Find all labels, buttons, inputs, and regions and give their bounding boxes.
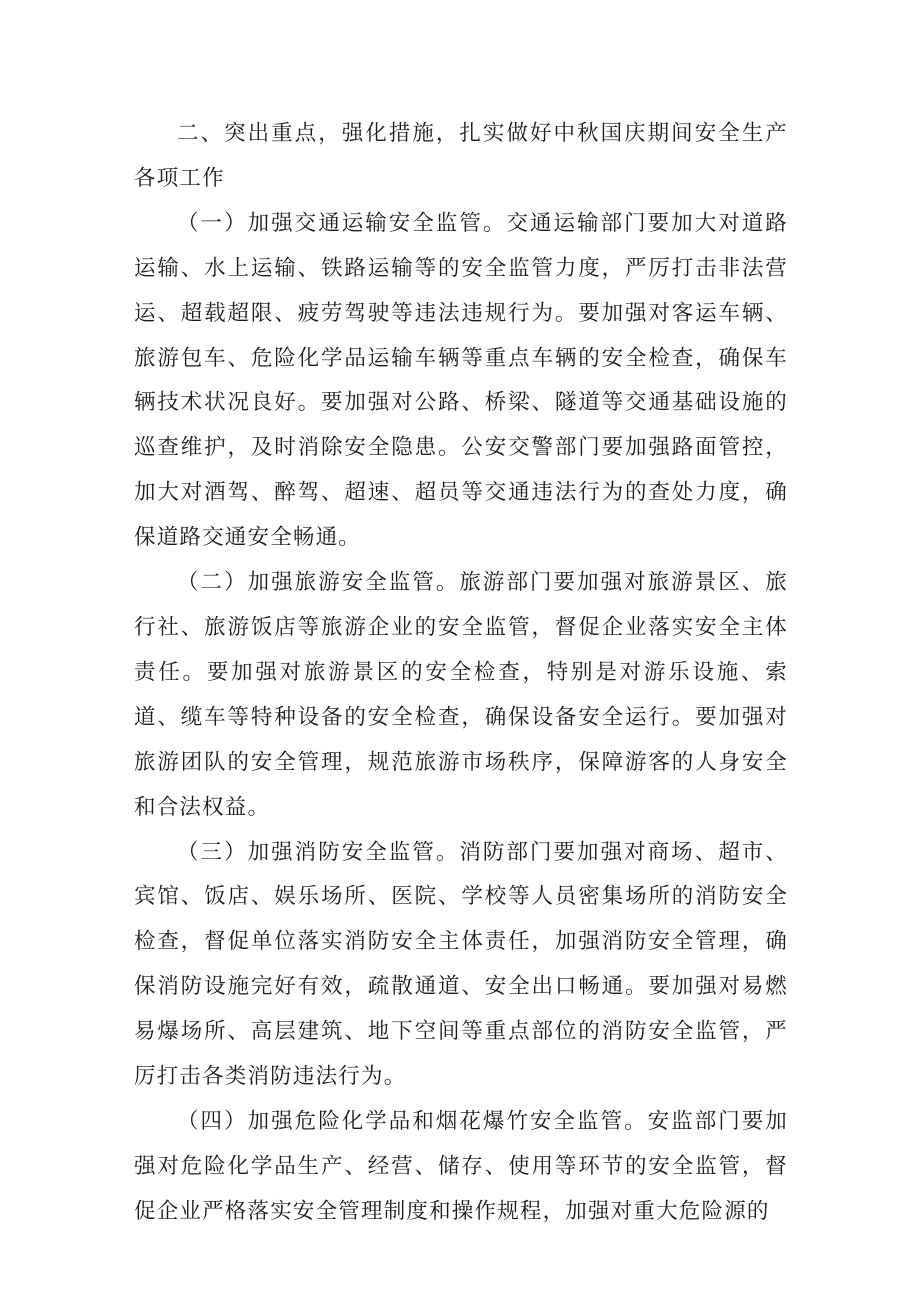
document-body (134, 112, 788, 1235)
paragraph-tourism-safety: （二）加强旅游安全监管。旅游部门要加强对旅游景区、旅行社、旅游饭店等旅游企业的安全监管，督促企业落实安全主体责任。要加强对旅游景区的安全检查，特别是对游乐设施、索道、缆车等特种设备的安全检查，确保设备安全运行。要加强对旅游团队的安全管理，规范旅游市场秩序，保障游客的人身安全和合法权益。 (134, 570, 788, 820)
paragraph-hazardous-chemicals: （四）加强危险化学品和烟花爆竹安全监管。安监部门要加强对危险化学品生产、经营、储存、使用等环节的安全监管，督促企业严格落实安全管理制度和操作规程，加强对重大危险源的 (134, 1108, 788, 1224)
section-heading: 二、突出重点，强化措施，扎实做好中秋国庆期间安全生产各项工作 (134, 121, 788, 191)
paragraph-traffic-safety: （一）加强交通运输安全监管。交通运输部门要加大对道路运输、水上运输、铁路运输等的安全监管力度，严厉打击非法营运、超载超限、疲劳驾驶等违法违规行为。要加强对客运车辆、旅游包车、危险化学品运输车辆等重点车辆的安全检查，确保车辆技术状况良好。要加强对公路、桥梁、隧道等交通基础设施的巡查维护，及时消除安全隐患。公安交警部门要加强路面管控，加大对酒驾、醉驾、超速、超员等交通违法行为的查处力度，确保道路交通安全畅通。 (134, 210, 788, 551)
paragraph-fire-safety: （三）加强消防安全监管。消防部门要加强对商场、超市、宾馆、饭店、娱乐场所、医院、学校等人员密集场所的消防安全检查，督促单位落实消防安全主体责任，加强消防安全管理，确保消防设施完好有效，疏散通道、安全出口畅通。要加强对易燃易爆场所、高层建筑、地下空间等重点部位的消防安全监管，严厉打击各类消防违法行为。 (134, 839, 788, 1090)
